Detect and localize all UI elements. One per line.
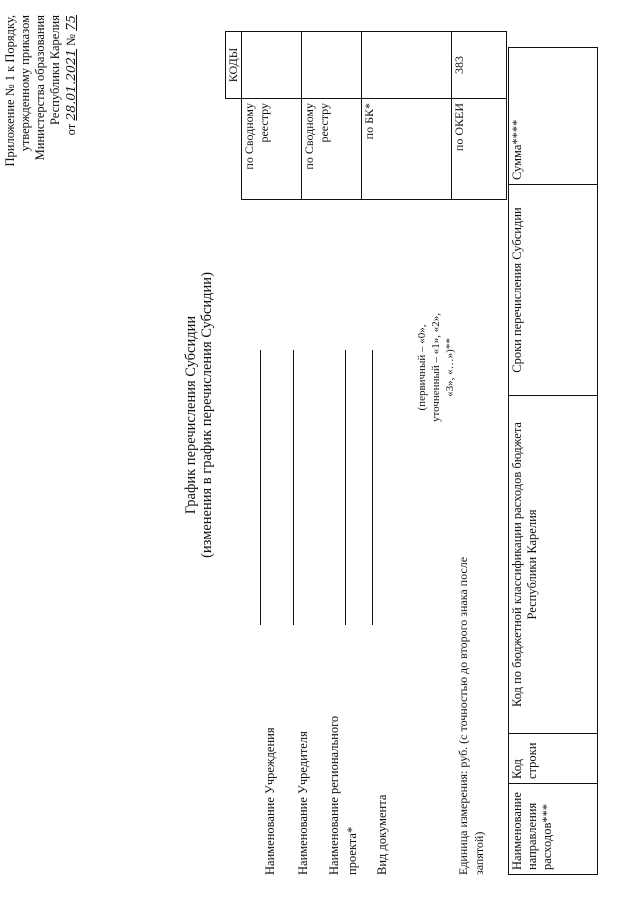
table-header-row bbox=[509, 48, 598, 875]
codes-value-bk bbox=[362, 32, 452, 99]
document-title bbox=[183, 225, 215, 605]
founder-line bbox=[293, 350, 294, 625]
codes-label-okei: по ОКЕИ bbox=[452, 99, 507, 200]
doc-type-note bbox=[415, 285, 457, 450]
codes-label-bk: по БК* bbox=[362, 99, 452, 200]
codes-value-consolidated-2 bbox=[302, 32, 362, 99]
header-budget-code: Код по бюджетной классификации расходов бюджета Республики Карелия bbox=[509, 396, 598, 734]
number-label: № bbox=[64, 34, 78, 46]
codes-table bbox=[225, 31, 507, 200]
regional-project-label-1: Наименование регионального bbox=[327, 715, 341, 875]
appendix-date-number bbox=[63, 15, 79, 215]
header-direction: Наименование направления расходов*** bbox=[509, 784, 598, 875]
doc-type-label: Вид документа bbox=[375, 794, 389, 875]
codes-label-consolidated-2: по Сводному реестру bbox=[302, 99, 362, 200]
codes-value-okei: 383 bbox=[452, 32, 507, 99]
order-date: 28.01.2021 bbox=[63, 49, 78, 121]
header-amount: Сумма**** bbox=[509, 48, 598, 185]
regional-project-label-2: проекта* bbox=[345, 826, 359, 875]
payment-schedule-table bbox=[508, 47, 598, 875]
doc-type-note-line-3: «3», «…»)** bbox=[444, 338, 456, 397]
title-line-1: График перечисления Субсидии bbox=[183, 315, 199, 515]
codes-value-consolidated-1 bbox=[242, 32, 302, 99]
title-line-2: (изменения в график перечисления Субсидии) bbox=[199, 272, 215, 558]
unit-of-measure bbox=[455, 395, 487, 875]
appendix-line-1: Приложение № 1 к Порядку, bbox=[3, 15, 17, 167]
founder-label: Наименование Учредителя bbox=[296, 731, 310, 875]
from-label: от bbox=[64, 123, 78, 136]
doc-type-note-line-1: (первичный – «0», bbox=[416, 324, 428, 411]
regional-project-line bbox=[345, 350, 346, 625]
doc-type-note-line-2: уточненный – «1», «2», bbox=[430, 313, 442, 422]
appendix-line-3: Министерства образования bbox=[33, 15, 47, 161]
order-number: 75 bbox=[63, 15, 78, 31]
doc-type-line bbox=[372, 350, 373, 625]
regional-project-label bbox=[325, 716, 361, 875]
appendix-header bbox=[3, 15, 79, 215]
appendix-line-4: Республики Карелия bbox=[48, 15, 62, 126]
codes-header: КОДЫ bbox=[226, 32, 242, 99]
appendix-line-2: утвержденному приказом bbox=[18, 15, 32, 152]
header-transfer-dates: Сроки перечисления Субсидии bbox=[509, 185, 598, 396]
institution-label: Наименование Учреждения bbox=[263, 727, 277, 875]
institution-line bbox=[260, 350, 261, 625]
unit-line-2: запятой) bbox=[472, 831, 486, 875]
unit-line-1: Единица измерения: руб. (с точностью до второго знака после bbox=[456, 556, 470, 875]
header-row-code: Код строки bbox=[509, 734, 598, 784]
codes-label-consolidated-1: по Сводному реестру bbox=[242, 99, 302, 200]
